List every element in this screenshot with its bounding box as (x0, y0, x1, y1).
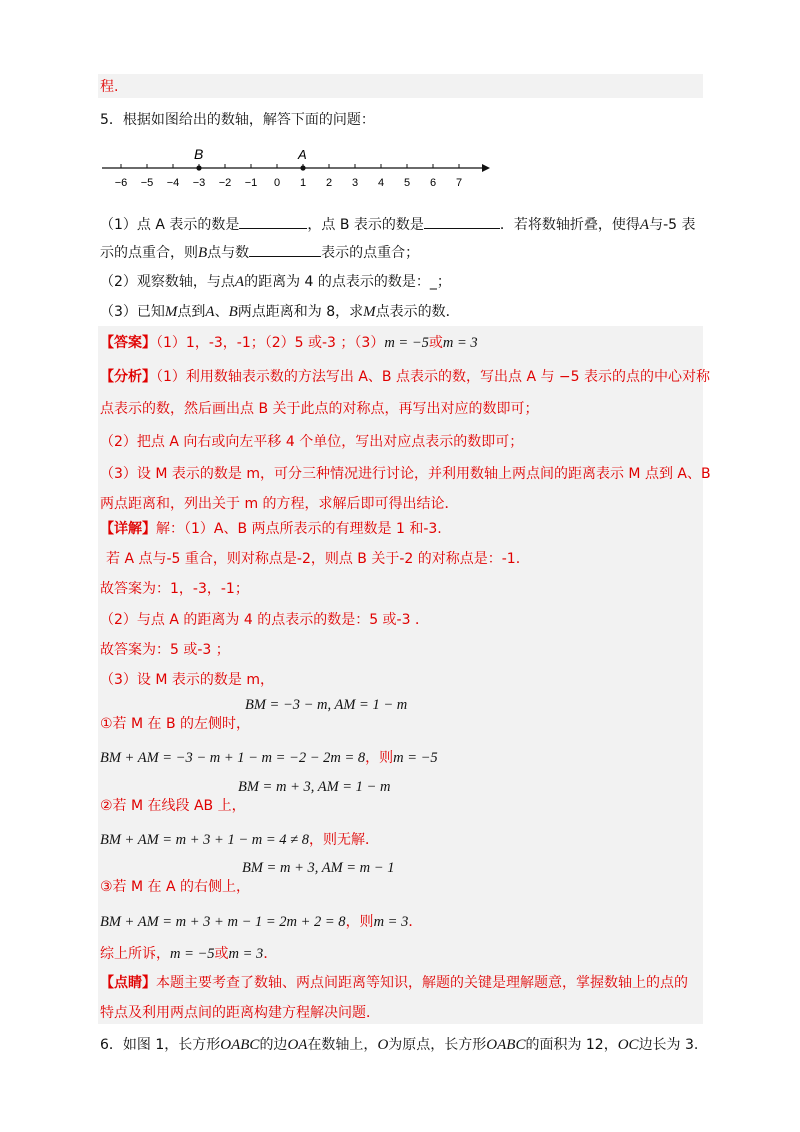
q6-line: 6．如图 1，长方形OABC的边OA在数轴上，O为原点，长方形OABC的面积为 12，OC边长为 3. (100, 1037, 699, 1053)
detail-line1: 【详解】解：（1）A、B 两点所表示的有理数是 1 和-3. (100, 521, 442, 537)
axis-tick-label: 0 (273, 177, 281, 189)
q5-part1-line2: 示的点重合，则B点与数 表示的点重合； (100, 242, 419, 263)
comment-line2: 特点及利用两点间的距离构建方程解决问题． (100, 1005, 380, 1021)
number-line (96, 142, 496, 190)
point-b-dot (196, 165, 201, 170)
equation-2: BM + AM = −3 − m + 1 − m = −2 − 2m = 8 (100, 750, 366, 766)
answer-blank-b (424, 214, 500, 229)
detail-line4: （2）与点 A 的距离为 4 的点表示的数是：5 或-3 ． (100, 612, 429, 628)
q5-part1-line1: （1）点 A 表示的数是 ，点 B 表示的数是 ．若将数轴折叠，使得A与-5 表 (100, 214, 696, 235)
point-a-dot (300, 165, 305, 170)
answer-blank-c (249, 242, 321, 257)
axis-tick-label: −6 (114, 177, 128, 189)
answer-line: 【答案】（1）1，-3，-1；（2）5 或-3 ；（3）m = −5或m = 3 (100, 335, 478, 351)
axis-tick-label: −5 (140, 177, 154, 189)
equation-3: BM = m + 3, AM = 1 − m (238, 779, 391, 795)
axis-tick-label: −2 (218, 177, 232, 189)
q5-title: 5．根据如图给出的数轴，解答下面的问题： (100, 112, 375, 128)
equation-5: BM = m + 3, AM = m − 1 (242, 860, 395, 876)
analysis-line3: （2）把点 A 向右或向左平移 4 个单位，写出对应点表示的数即可； (100, 434, 524, 450)
case-2: ②若 M 在线段 AB 上， (100, 798, 246, 814)
point-b-label: B (194, 146, 204, 162)
axis-tick-label: −4 (166, 177, 180, 189)
analysis-line5: 两点距离和，列出关于 m 的方程，求解后即可得出结论． (100, 496, 459, 512)
analysis-line4: （3）设 M 表示的数是 m，可分三种情况进行讨论，并利用数轴上两点间的距离表示 M 点到 A、B (100, 466, 711, 482)
detail-line2: 若 A 点与-5 重合，则对称点是-2，则点 B 关于-2 的对称点是：-1. (106, 551, 521, 567)
detail-line5: 故答案为：5 或-3 ； (100, 642, 230, 658)
axis-tick-label: 3 (351, 177, 359, 189)
comment-tag: 【点睛】 (100, 975, 156, 991)
axis-tick-label: 2 (325, 177, 333, 189)
q5-part3: （3）已知M点到A、B两点距离和为 8，求M点表示的数． (100, 304, 460, 320)
answer-tag: 【答案】 (100, 335, 156, 351)
detail-line3: 故答案为：1，-3，-1； (100, 581, 249, 597)
detail-tag: 【详解】 (100, 521, 156, 537)
summary-line: 综上所诉，m = −5或m = 3． (100, 946, 278, 962)
analysis-tag: 【分析】 (100, 369, 156, 385)
comment-line1: 【点睛】本题主要考查了数轴、两点间距离等知识，解题的关键是理解题意，掌握数轴上的点的 (100, 975, 688, 991)
axis-tick-label: 6 (429, 177, 437, 189)
axis-tick-label: −1 (244, 177, 258, 189)
q5-part2: （2）观察数轴，与点A的距离为 4 的点表示的数是：_； (100, 274, 451, 290)
axis-tick-label: −3 (192, 177, 206, 189)
equation-6-line: BM + AM = m + 3 + m − 1 = 2m + 2 = 8，则m = 3． (100, 914, 423, 930)
axis-tick-label: 1 (299, 177, 307, 189)
answer-blank-a (239, 214, 307, 229)
equation-6: BM + AM = m + 3 + m − 1 = 2m + 2 = 8 (100, 914, 346, 930)
case-3: ③若 M 在 A 的右侧上， (100, 879, 251, 895)
case-1: ①若 M 在 B 的左侧时， (100, 716, 251, 732)
detail-line6: （3）设 M 表示的数是 m， (100, 672, 274, 688)
axis-tick-label: 4 (377, 177, 385, 189)
analysis-line2: 点表示的数，然后画出点 B 关于此点的对称点，再写出对应的数即可； (100, 401, 539, 417)
axis-arrow (482, 164, 490, 172)
equation-4: BM + AM = m + 3 + 1 − m = 4 ≠ 8 (100, 832, 309, 848)
axis-tick-label: 7 (455, 177, 463, 189)
equation-1: BM = −3 − m, AM = 1 − m (245, 697, 408, 713)
axis-tick-label: 5 (403, 177, 411, 189)
analysis-line1: 【分析】（1）利用数轴表示数的方法写出 A、B 点表示的数，写出点 A 与 −5 表示的点的中心对称 (100, 369, 711, 385)
equation-2-line: BM + AM = −3 − m + 1 − m = −2 − 2m = 8，则m = −5 (100, 750, 438, 766)
top-fragment: 程. (100, 79, 119, 95)
point-a-label: A (298, 147, 307, 162)
equation-4-line: BM + AM = m + 3 + 1 − m = 4 ≠ 8，则无解． (100, 832, 379, 848)
top-highlight (98, 74, 703, 98)
